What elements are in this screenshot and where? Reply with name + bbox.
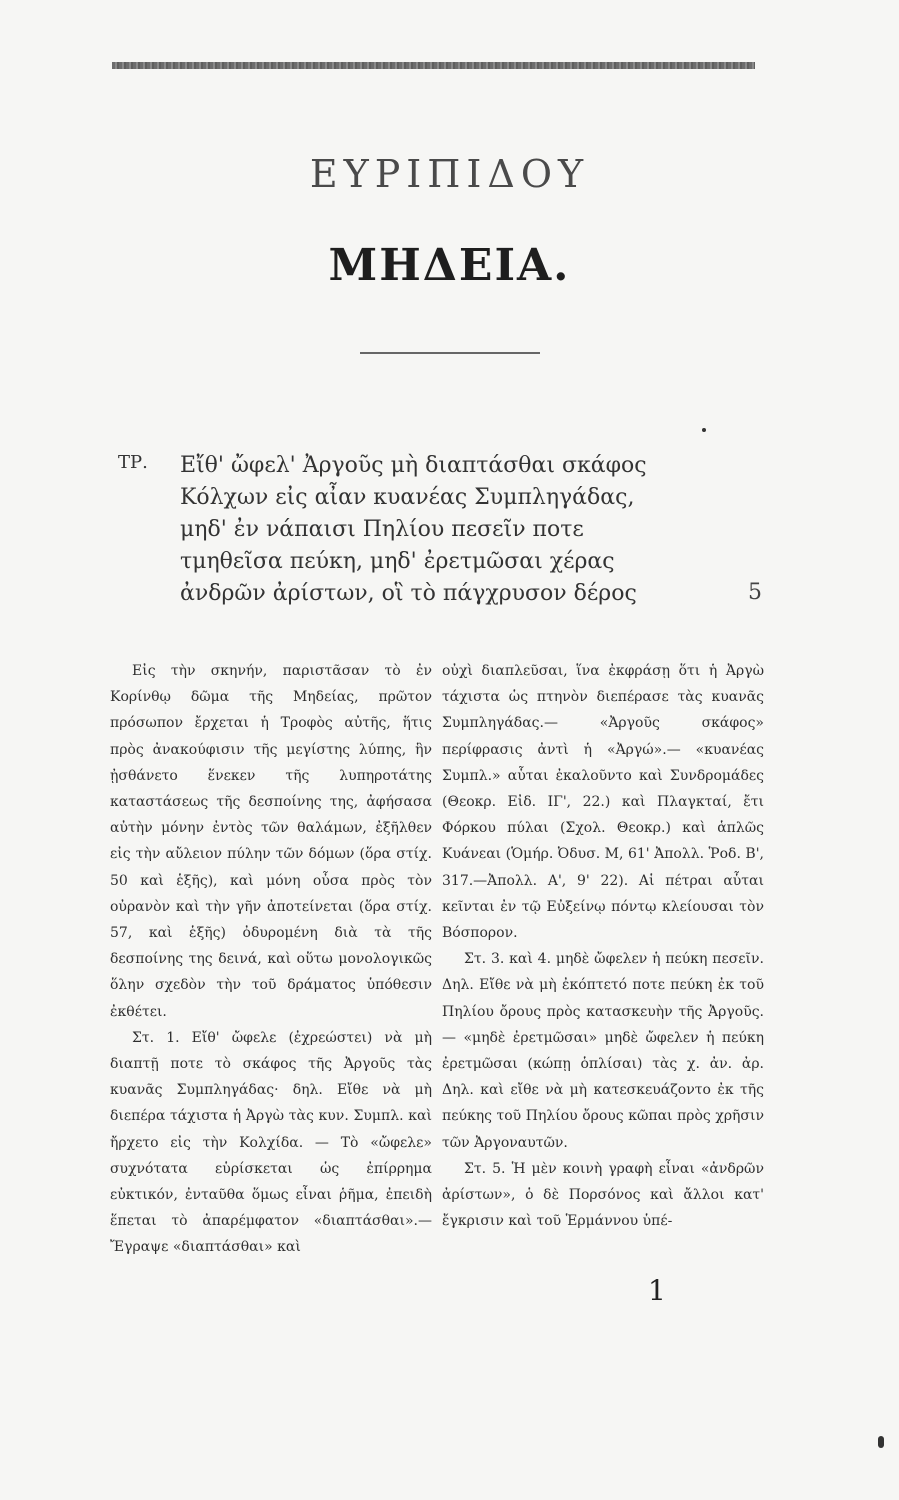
commentary-paragraph: Στ. 1. Εἴθ' ὤφελε (ἐχρεώστει) νὰ μὴ διαπτῇ ποτε τὸ σκάφος τῆς Ἀργοῦς τὰς κυανᾶς Συμπληγάδας· δηλ. Εἴθε νὰ μὴ διεπέρα τάχιστα ἡ Ἀργὼ τὰς κυν. Συμπλ. καὶ ἤρχετο εἰς τὴν Κολχίδα. — Τὸ «ὤφελε» συχνότατα εὑρίσκεται ὡς ἐπίρρημα εὐκτικόν, ἐνταῦθα ὅμως εἶναι ῥῆμα, ἐπειδὴ ἕπεται τὸ ἀπαρέμφατον «διαπτάσθαι».—Ἔγραψε «διαπτάσθαι» καὶ	[110, 1029, 432, 1256]
title-divider	[360, 352, 540, 354]
verse-line: ἀνδρῶν ἀρίστων, οἳ τὸ πάγχρυσον δέρος	[180, 581, 637, 606]
speaker-label: ΤΡ.	[118, 452, 148, 473]
commentary-paragraph: Στ. 5. Ἡ μὲν κοινὴ γραφὴ εἶναι «ἀνδρῶν ἀρίστων», ὁ δὲ Πορσόνος καὶ ἄλλοι κατ' ἔγκρισιν καὶ τοῦ Ἑρμάννου ὑπέ-	[442, 1160, 764, 1230]
ink-dot	[702, 428, 706, 432]
commentary-paragraph: οὐχὶ διαπλεῦσαι, ἵνα ἐκφράσῃ ὅτι ἡ Ἀργὼ τάχιστα ὡς πτηνὸν διεπέρασε τὰς κυανᾶς Συμπληγάδας.— «Ἀργοῦς σκάφος» περίφρασις ἀντὶ ἡ «Ἀργώ».— «κυανέας Συμπλ.» αὗται ἐκαλοῦντο καὶ Συνδρομάδες (Θεοκρ. Εἰδ. ΙΓ', 22.) καὶ Πλαγκταί, ἔτι Φόρκου πύλαι (Σχολ. Θεοκρ.) καὶ ἁπλῶς Κυάνεαι (Ὁμήρ. Ὀδυσ. Μ, 61' Ἀπολλ. Ῥοδ. Β', 317.—Ἀπολλ. Α', 9' 22). Αἱ πέτραι αὗται κεῖνται ἐν τῷ Εὐξείνῳ πόντῳ κλείουσαι τὸν Βόσπορον.	[442, 663, 764, 942]
commentary-paragraph: Στ. 3. καὶ 4. μηδὲ ὤφελεν ἡ πεύκη πεσεῖν. Δηλ. Εἴθε νὰ μὴ ἐκόπτετό ποτε πεύκη ἐκ τοῦ Πηλίου ὄρους πρὸς κατασκευὴν τῆς Ἀργοῦς.— «μηδὲ ἐρετμῶσαι» μηδὲ ὤφελεν ἡ πεύκη ἐρετμῶσαι (κώπῃ ὁπλίσαι) τὰς χ. ἀν. ἀρ. Δηλ. καὶ εἴθε νὰ μὴ κατεσκευάζοντο ἐκ τῆς πεύκης τοῦ Πηλίου ὄρους κῶπαι πρὸς χρῆσιν τῶν Ἀργοναυτῶν.	[442, 951, 764, 1151]
top-decorative-rule	[112, 62, 755, 69]
line-number: 5	[748, 580, 762, 605]
commentary-right-column	[442, 658, 764, 1234]
commentary-left-column	[110, 658, 432, 1261]
verse-block	[180, 450, 740, 610]
verse-line: Εἴθ' ὤφελ' Ἀργοῦς μὴ διαπτάσθαι σκάφος	[180, 453, 647, 478]
page-signature: 1	[648, 1274, 666, 1307]
commentary-paragraph: Εἰς τὴν σκηνήν, παριστᾶσαν τὸ ἐν Κορίνθῳ δῶμα τῆς Μηδείας, πρῶτον πρόσωπον ἔρχεται ἡ Τροφὸς αὐτῆς, ἥτις πρὸς ἀνακούφισιν τῆς μεγίστης λύπης, ἣν ᾐσθάνετο ἕνεκεν τῆς λυπηροτάτης καταστάσεως τῆς δεσποίνης της, ἀφήσασα αὐτὴν μόνην ἐντὸς τῶν θαλάμων, ἐξῆλθεν εἰς τὴν αὔλειον πύλην τῶν δόμων (ὅρα στίχ. 50 καὶ ἑξῆς), καὶ μόνη οὖσα πρὸς τὸν οὐρανὸν καὶ τὴν γῆν ἀποτείνεται (ὅρα στίχ. 57, καὶ ἑξῆς) ὀδυρομένη διὰ τὰ τῆς δεσποίνης της δεινά, καὶ οὕτω μονολογικῶς ὅλην σχεδὸν τὴν τοῦ δράματος ὑπόθεσιν ἐκθέτει.	[110, 663, 432, 1020]
verse-line: Κόλχων εἰς αἶαν κυανέας Συμπληγάδας,	[180, 485, 635, 510]
verse-line: μηδ' ἐν νάπαισι Πηλίου πεσεῖν ποτε	[180, 517, 584, 542]
author-heading: ΕΥΡΙΠΙΔΟΥ	[309, 152, 590, 196]
play-title: ΜΗΔΕΙΑ.	[328, 240, 571, 291]
margin-speck	[878, 1436, 884, 1448]
verse-line: τμηθεῖσα πεύκη, μηδ' ἐρετμῶσαι χέρας	[180, 549, 615, 574]
